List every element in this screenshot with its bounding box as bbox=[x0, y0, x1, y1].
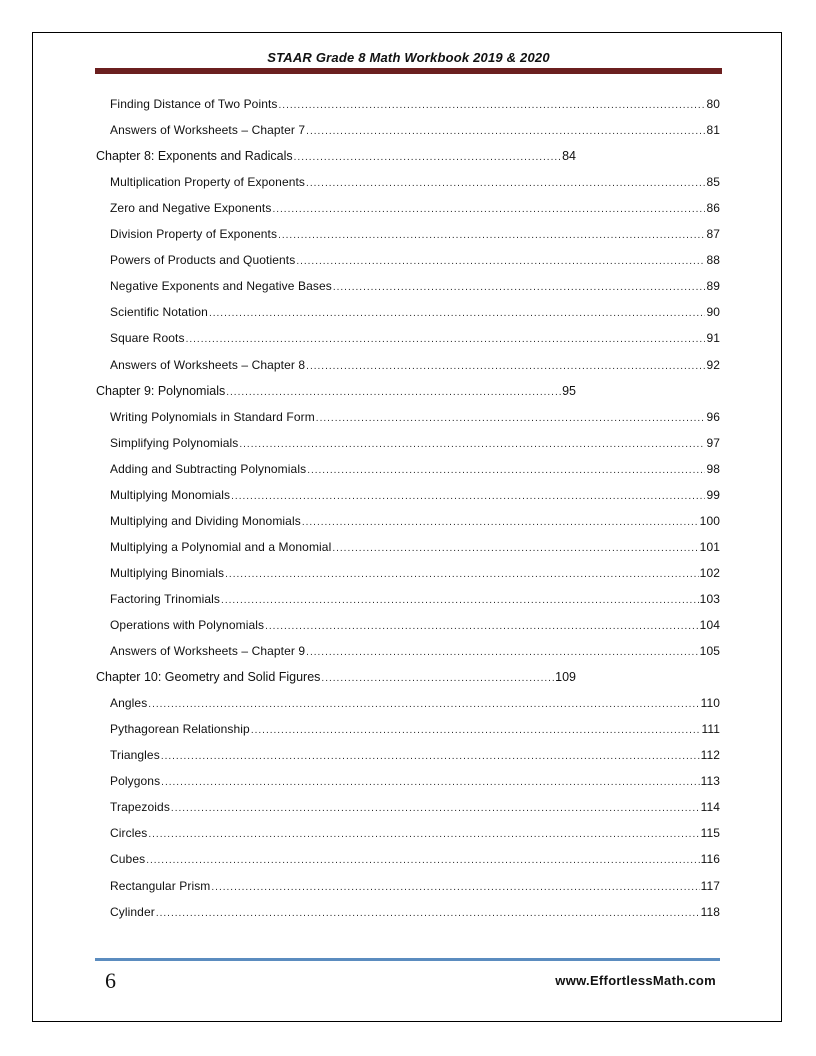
toc-entry-page-number: 86 bbox=[706, 201, 720, 216]
toc-entry-page-number: 91 bbox=[706, 331, 720, 346]
toc-dot-leader bbox=[209, 305, 705, 323]
toc-entry[interactable] bbox=[110, 121, 720, 139]
toc-dot-leader bbox=[146, 852, 699, 870]
toc-entry-title: Scientific Notation bbox=[110, 305, 208, 320]
toc-entry-page-number: 105 bbox=[699, 644, 720, 659]
toc-entry-page-number: 95 bbox=[562, 383, 576, 398]
toc-dot-leader bbox=[211, 879, 699, 897]
toc-entry-title: Polygons bbox=[110, 774, 161, 789]
toc-dot-leader bbox=[279, 97, 706, 115]
toc-entry-page-number: 85 bbox=[706, 175, 720, 190]
toc-entry-title: Negative Exponents and Negative Bases bbox=[110, 279, 332, 294]
toc-entry-title: Multiplying and Dividing Monomials bbox=[110, 513, 301, 528]
toc-entry-page-number: 103 bbox=[699, 591, 720, 606]
toc-entry-title: Chapter 10: Geometry and Solid Figures bbox=[96, 670, 321, 685]
toc-chapter-entry[interactable] bbox=[96, 147, 576, 165]
toc-entry-page-number: 109 bbox=[555, 670, 576, 685]
toc-dot-leader bbox=[265, 618, 699, 636]
toc-entry[interactable] bbox=[110, 642, 720, 660]
toc-entry[interactable] bbox=[110, 95, 720, 113]
toc-entry[interactable] bbox=[110, 824, 720, 842]
toc-dot-leader bbox=[294, 149, 561, 167]
toc-entry[interactable] bbox=[110, 486, 720, 504]
toc-entry-title: Powers of Products and Quotients bbox=[110, 253, 296, 268]
toc-dot-leader bbox=[306, 358, 705, 376]
toc-dot-leader bbox=[306, 175, 705, 193]
toc-entry-page-number: 104 bbox=[699, 618, 720, 632]
toc-entry-page-number: 117 bbox=[700, 878, 720, 893]
toc-entry-page-number: 118 bbox=[700, 904, 720, 919]
toc-entry-title: Multiplying Monomials bbox=[110, 487, 231, 502]
toc-entry-page-number: 110 bbox=[700, 696, 720, 711]
toc-dot-leader bbox=[321, 670, 554, 688]
toc-entry[interactable] bbox=[110, 303, 720, 321]
toc-entry-title: Rectangular Prism bbox=[110, 878, 211, 893]
toc-entry-page-number: 116 bbox=[700, 852, 720, 867]
toc-entry[interactable] bbox=[110, 694, 720, 712]
toc-dot-leader bbox=[306, 644, 699, 662]
toc-entry-title: Division Property of Exponents bbox=[110, 227, 278, 242]
toc-entry[interactable] bbox=[110, 877, 720, 895]
toc-dot-leader bbox=[221, 592, 699, 610]
toc-dot-leader bbox=[296, 253, 705, 271]
toc-entry[interactable] bbox=[110, 173, 720, 191]
toc-entry[interactable] bbox=[110, 538, 720, 556]
toc-entry-title: Cylinder bbox=[110, 904, 155, 919]
toc-entry-title: Zero and Negative Exponents bbox=[110, 201, 272, 216]
toc-entry-title: Trapezoids bbox=[110, 800, 170, 815]
toc-entry[interactable] bbox=[110, 590, 720, 608]
toc-entry-title: Multiplication Property of Exponents bbox=[110, 175, 306, 190]
toc-entry-page-number: 101 bbox=[699, 539, 720, 554]
toc-entry-title: Cubes bbox=[110, 852, 146, 867]
toc-dot-leader bbox=[333, 279, 706, 297]
toc-entry-title: Operations with Polynomials bbox=[110, 618, 265, 632]
toc-entry-page-number: 89 bbox=[706, 279, 720, 294]
toc-entry-page-number: 115 bbox=[700, 826, 720, 841]
toc-entry-title: Adding and Subtracting Polynomials bbox=[110, 461, 307, 476]
toc-entry[interactable] bbox=[110, 850, 720, 868]
toc-entry-title: Chapter 8: Exponents and Radicals bbox=[96, 149, 293, 164]
toc-chapter-entry[interactable] bbox=[96, 668, 576, 686]
toc-entry[interactable] bbox=[110, 199, 720, 217]
toc-chapter-entry[interactable] bbox=[96, 382, 576, 400]
toc-entry-page-number: 102 bbox=[699, 565, 720, 580]
toc-entry-title: Chapter 9: Polynomials bbox=[96, 383, 226, 398]
footer-page-number: 6 bbox=[105, 968, 116, 993]
toc-entry-page-number: 96 bbox=[706, 409, 720, 424]
toc-entry[interactable] bbox=[110, 616, 720, 634]
toc-entry-page-number: 97 bbox=[706, 435, 720, 450]
toc-entry-page-number: 114 bbox=[700, 800, 720, 815]
toc-entry[interactable] bbox=[110, 772, 720, 790]
toc-entry-page-number: 84 bbox=[562, 149, 576, 164]
toc-dot-leader bbox=[148, 696, 699, 714]
toc-dot-leader bbox=[225, 566, 699, 584]
toc-dot-leader bbox=[161, 774, 699, 792]
toc-entry-page-number: 88 bbox=[706, 253, 720, 268]
toc-entry[interactable] bbox=[110, 329, 720, 347]
toc-dot-leader bbox=[278, 227, 705, 245]
toc-entry-page-number: 80 bbox=[706, 97, 720, 111]
header-rule bbox=[95, 68, 722, 74]
toc-entry-title: Finding Distance of Two Points bbox=[110, 97, 278, 111]
toc-entry-title: Writing Polynomials in Standard Form bbox=[110, 409, 315, 424]
toc-entry-title: Answers of Worksheets – Chapter 8 bbox=[110, 357, 306, 372]
toc-dot-leader bbox=[226, 384, 561, 402]
toc-dot-leader bbox=[186, 331, 706, 349]
toc-entry-title: Square Roots bbox=[110, 331, 185, 346]
toc-dot-leader bbox=[316, 410, 706, 428]
toc-entry[interactable] bbox=[110, 512, 720, 530]
toc-entry[interactable] bbox=[110, 798, 720, 816]
toc-entry[interactable] bbox=[110, 225, 720, 243]
toc-entry[interactable] bbox=[110, 408, 720, 426]
running-header-title: STAAR Grade 8 Math Workbook 2019 & 2020 bbox=[267, 50, 550, 65]
toc-entry-page-number: 112 bbox=[700, 748, 720, 763]
toc-entry-page-number: 98 bbox=[706, 461, 720, 476]
toc-dot-leader bbox=[161, 748, 700, 766]
toc-entry-title: Answers of Worksheets – Chapter 9 bbox=[110, 644, 306, 659]
toc-dot-leader bbox=[156, 905, 700, 923]
toc-entry-title: Multiplying Binomials bbox=[110, 565, 225, 580]
toc-entry-page-number: 100 bbox=[699, 513, 720, 528]
toc-dot-leader bbox=[306, 123, 705, 141]
toc-entry[interactable] bbox=[110, 251, 720, 269]
toc-entry-page-number: 92 bbox=[706, 357, 720, 372]
toc-dot-leader bbox=[272, 201, 705, 219]
toc-dot-leader bbox=[307, 462, 705, 480]
toc-entry-page-number: 99 bbox=[706, 487, 720, 502]
footer-rule bbox=[95, 958, 720, 961]
toc-dot-leader bbox=[239, 436, 705, 454]
toc-dot-leader bbox=[231, 488, 705, 506]
toc-entry[interactable] bbox=[110, 720, 720, 738]
toc-entry[interactable] bbox=[110, 903, 720, 921]
toc-dot-leader bbox=[171, 800, 700, 818]
toc-entry[interactable] bbox=[110, 356, 720, 374]
toc-dot-leader bbox=[251, 722, 701, 740]
toc-entry-page-number: 87 bbox=[706, 227, 720, 242]
toc-entry-title: Circles bbox=[110, 826, 148, 841]
toc-entry-title: Triangles bbox=[110, 748, 160, 763]
footer-website: www.EffortlessMath.com bbox=[555, 973, 716, 988]
toc-entry-title: Angles bbox=[110, 696, 148, 711]
toc-entry[interactable] bbox=[110, 564, 720, 582]
toc-entry[interactable] bbox=[110, 434, 720, 452]
toc-entry-page-number: 111 bbox=[701, 722, 720, 737]
toc-entry-page-number: 81 bbox=[706, 123, 720, 138]
toc-entry-title: Factoring Trinomials bbox=[110, 591, 221, 606]
toc-entry-title: Simplifying Polynomials bbox=[110, 435, 239, 450]
toc-dot-leader bbox=[332, 540, 698, 558]
toc-dot-leader bbox=[148, 826, 699, 844]
toc-entry[interactable] bbox=[110, 460, 720, 478]
toc-entry[interactable] bbox=[110, 746, 720, 764]
toc-entry-page-number: 113 bbox=[700, 774, 720, 789]
toc-entry-page-number: 90 bbox=[706, 305, 720, 320]
toc-entry-title: Pythagorean Relationship bbox=[110, 722, 250, 737]
toc-entry[interactable] bbox=[110, 277, 720, 295]
toc-entry-title: Answers of Worksheets – Chapter 7 bbox=[110, 123, 306, 138]
toc-dot-leader bbox=[302, 514, 699, 532]
toc-entry-title: Multiplying a Polynomial and a Monomial bbox=[110, 539, 332, 554]
